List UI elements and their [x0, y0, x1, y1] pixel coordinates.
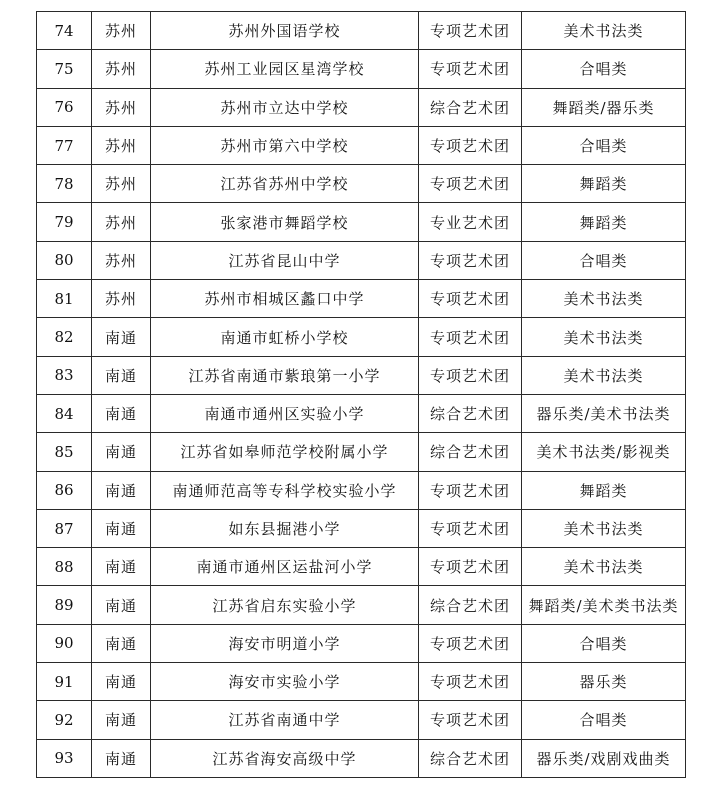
art-category-cell: 器乐类 — [522, 663, 686, 701]
table-row — [37, 701, 686, 739]
city-cell: 南通 — [92, 356, 151, 394]
troupe-type-cell: 专项艺术团 — [419, 318, 522, 356]
troupe-type-cell: 专项艺术团 — [419, 241, 522, 279]
art-category-cell: 器乐类/戏剧戏曲类 — [522, 739, 686, 777]
art-category-cell: 美术书法类 — [522, 509, 686, 547]
troupe-type-cell: 专项艺术团 — [419, 471, 522, 509]
art-category-cell: 舞蹈类 — [522, 471, 686, 509]
row-number-cell: 90 — [37, 624, 92, 662]
art-category-cell: 舞蹈类 — [522, 165, 686, 203]
art-category-cell: 美术书法类 — [522, 356, 686, 394]
troupe-type-cell: 专项艺术团 — [419, 165, 522, 203]
art-category-cell: 器乐类/美术书法类 — [522, 394, 686, 432]
city-cell: 南通 — [92, 701, 151, 739]
troupe-type-cell: 专项艺术团 — [419, 126, 522, 164]
row-number-cell: 82 — [37, 318, 92, 356]
row-number-cell: 89 — [37, 586, 92, 624]
troupe-type-cell: 专项艺术团 — [419, 12, 522, 50]
troupe-type-cell: 专项艺术团 — [419, 509, 522, 547]
table-row — [37, 241, 686, 279]
school-list-table — [36, 11, 686, 778]
row-number-cell: 78 — [37, 165, 92, 203]
school-name-cell: 海安市实验小学 — [151, 663, 419, 701]
school-name-cell: 江苏省启东实验小学 — [151, 586, 419, 624]
school-name-cell: 南通师范高等专科学校实验小学 — [151, 471, 419, 509]
troupe-type-cell: 专项艺术团 — [419, 548, 522, 586]
row-number-cell: 88 — [37, 548, 92, 586]
troupe-type-cell: 专项艺术团 — [419, 701, 522, 739]
row-number-cell: 92 — [37, 701, 92, 739]
city-cell: 苏州 — [92, 126, 151, 164]
school-name-cell: 苏州工业园区星湾学校 — [151, 50, 419, 88]
art-category-cell: 美术书法类/影视类 — [522, 433, 686, 471]
art-category-cell: 合唱类 — [522, 241, 686, 279]
table-row — [37, 663, 686, 701]
table-row — [37, 318, 686, 356]
row-number-cell: 91 — [37, 663, 92, 701]
art-category-cell: 舞蹈类/器乐类 — [522, 88, 686, 126]
troupe-type-cell: 专项艺术团 — [419, 280, 522, 318]
troupe-type-cell: 综合艺术团 — [419, 88, 522, 126]
table-row — [37, 356, 686, 394]
row-number-cell: 84 — [37, 394, 92, 432]
art-category-cell: 美术书法类 — [522, 280, 686, 318]
troupe-type-cell: 专项艺术团 — [419, 624, 522, 662]
table-row — [37, 12, 686, 50]
school-name-cell: 海安市明道小学 — [151, 624, 419, 662]
table-row — [37, 165, 686, 203]
table-row — [37, 471, 686, 509]
table-body — [37, 12, 686, 778]
row-number-cell: 79 — [37, 203, 92, 241]
city-cell: 苏州 — [92, 50, 151, 88]
school-name-cell: 苏州市第六中学校 — [151, 126, 419, 164]
table-row — [37, 88, 686, 126]
table-row — [37, 50, 686, 88]
art-category-cell: 美术书法类 — [522, 318, 686, 356]
city-cell: 南通 — [92, 509, 151, 547]
school-name-cell: 江苏省南通中学 — [151, 701, 419, 739]
school-name-cell: 江苏省苏州中学校 — [151, 165, 419, 203]
school-name-cell: 南通市通州区实验小学 — [151, 394, 419, 432]
art-category-cell: 美术书法类 — [522, 12, 686, 50]
school-name-cell: 江苏省海安高级中学 — [151, 739, 419, 777]
art-category-cell: 舞蹈类/美术类书法类 — [522, 586, 686, 624]
city-cell: 南通 — [92, 663, 151, 701]
row-number-cell: 75 — [37, 50, 92, 88]
troupe-type-cell: 专业艺术团 — [419, 203, 522, 241]
table-row — [37, 548, 686, 586]
row-number-cell: 86 — [37, 471, 92, 509]
row-number-cell: 87 — [37, 509, 92, 547]
row-number-cell: 93 — [37, 739, 92, 777]
city-cell: 南通 — [92, 471, 151, 509]
troupe-type-cell: 专项艺术团 — [419, 50, 522, 88]
school-name-cell: 如东县掘港小学 — [151, 509, 419, 547]
city-cell: 南通 — [92, 394, 151, 432]
school-name-cell: 苏州市立达中学校 — [151, 88, 419, 126]
troupe-type-cell: 综合艺术团 — [419, 586, 522, 624]
troupe-type-cell: 专项艺术团 — [419, 663, 522, 701]
row-number-cell: 77 — [37, 126, 92, 164]
city-cell: 南通 — [92, 586, 151, 624]
city-cell: 苏州 — [92, 88, 151, 126]
table-row — [37, 394, 686, 432]
table-row — [37, 509, 686, 547]
row-number-cell: 83 — [37, 356, 92, 394]
table-row — [37, 624, 686, 662]
school-name-cell: 南通市虹桥小学校 — [151, 318, 419, 356]
row-number-cell: 85 — [37, 433, 92, 471]
table-row — [37, 586, 686, 624]
city-cell: 苏州 — [92, 165, 151, 203]
school-name-cell: 南通市通州区运盐河小学 — [151, 548, 419, 586]
school-name-cell: 江苏省南通市紫琅第一小学 — [151, 356, 419, 394]
art-category-cell: 合唱类 — [522, 624, 686, 662]
table-row — [37, 433, 686, 471]
school-name-cell: 苏州市相城区蠡口中学 — [151, 280, 419, 318]
city-cell: 苏州 — [92, 241, 151, 279]
troupe-type-cell: 综合艺术团 — [419, 394, 522, 432]
art-category-cell: 合唱类 — [522, 50, 686, 88]
school-name-cell: 苏州外国语学校 — [151, 12, 419, 50]
school-name-cell: 江苏省昆山中学 — [151, 241, 419, 279]
table-row — [37, 126, 686, 164]
city-cell: 南通 — [92, 318, 151, 356]
row-number-cell: 81 — [37, 280, 92, 318]
city-cell: 苏州 — [92, 12, 151, 50]
city-cell: 南通 — [92, 433, 151, 471]
school-name-cell: 江苏省如皋师范学校附属小学 — [151, 433, 419, 471]
city-cell: 南通 — [92, 624, 151, 662]
troupe-type-cell: 专项艺术团 — [419, 356, 522, 394]
city-cell: 苏州 — [92, 203, 151, 241]
art-category-cell: 舞蹈类 — [522, 203, 686, 241]
row-number-cell: 76 — [37, 88, 92, 126]
troupe-type-cell: 综合艺术团 — [419, 739, 522, 777]
city-cell: 南通 — [92, 548, 151, 586]
art-category-cell: 美术书法类 — [522, 548, 686, 586]
city-cell: 南通 — [92, 739, 151, 777]
table-row — [37, 739, 686, 777]
school-name-cell: 张家港市舞蹈学校 — [151, 203, 419, 241]
troupe-type-cell: 综合艺术团 — [419, 433, 522, 471]
row-number-cell: 74 — [37, 12, 92, 50]
row-number-cell: 80 — [37, 241, 92, 279]
city-cell: 苏州 — [92, 280, 151, 318]
art-category-cell: 合唱类 — [522, 701, 686, 739]
table-row — [37, 280, 686, 318]
art-category-cell: 合唱类 — [522, 126, 686, 164]
table-row — [37, 203, 686, 241]
